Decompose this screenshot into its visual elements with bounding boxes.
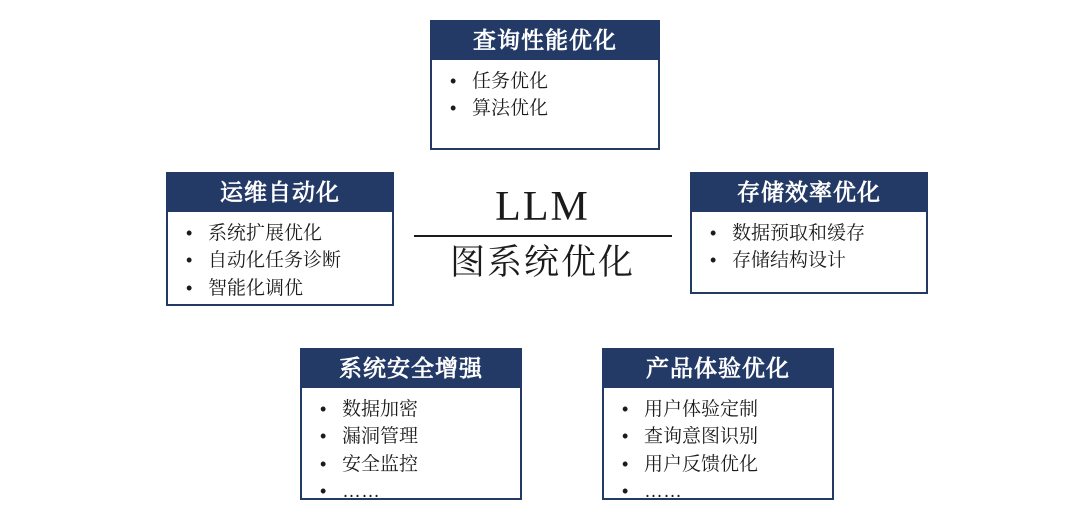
- bullet-icon: •: [186, 222, 193, 243]
- list-item: [316, 423, 510, 451]
- card-storage-efficiency-title: 存储效率优化: [692, 174, 926, 212]
- card-product-experience-title: 产品体验优化: [604, 350, 832, 388]
- bullet-icon: •: [622, 453, 629, 474]
- list-item-label: 算法优化: [472, 98, 549, 120]
- card-product-experience-list: [618, 396, 822, 506]
- center-subtitle: 图系统优化: [449, 243, 635, 283]
- list-item: [618, 451, 822, 479]
- card-ops-automation-body: [168, 212, 392, 311]
- list-item: [618, 396, 822, 424]
- list-item-label: ……: [644, 481, 682, 503]
- card-storage-efficiency[interactable]: [690, 172, 928, 294]
- card-storage-efficiency-body: [692, 212, 926, 283]
- card-ops-automation[interactable]: [166, 172, 394, 306]
- list-item: [618, 478, 822, 506]
- bullet-icon: •: [450, 70, 457, 91]
- list-item-label: 任务优化: [472, 70, 549, 92]
- list-item-label: 数据加密: [342, 398, 419, 420]
- list-item-label: 用户反馈优化: [644, 453, 759, 475]
- list-item-label: 存储结构设计: [732, 250, 847, 272]
- bullet-icon: •: [320, 481, 327, 502]
- list-item-label: 系统扩展优化: [208, 222, 323, 244]
- list-item: [706, 247, 916, 275]
- list-item-label: 智能化调优: [208, 277, 304, 299]
- bullet-icon: •: [622, 481, 629, 502]
- list-item: [316, 451, 510, 479]
- bullet-icon: •: [320, 426, 327, 447]
- bullet-icon: •: [186, 250, 193, 271]
- card-storage-efficiency-list: [706, 220, 916, 275]
- list-item: [618, 423, 822, 451]
- card-product-experience-body: [604, 388, 832, 514]
- list-item: [316, 478, 510, 506]
- bullet-icon: •: [622, 426, 629, 447]
- center-title: LLM: [495, 184, 590, 230]
- bullet-icon: •: [450, 98, 457, 119]
- list-item-label: 用户体验定制: [644, 398, 759, 420]
- card-query-performance-title: 查询性能优化: [432, 22, 658, 60]
- bullet-icon: •: [320, 453, 327, 474]
- list-item: [446, 68, 648, 96]
- card-query-performance-body: [432, 60, 658, 131]
- list-item: [182, 275, 382, 303]
- list-item: [182, 220, 382, 248]
- center-divider: [414, 235, 672, 237]
- card-ops-automation-title: 运维自动化: [168, 174, 392, 212]
- list-item: [182, 247, 382, 275]
- center-label-block: [410, 185, 675, 283]
- list-item-label: 查询意图识别: [644, 426, 759, 448]
- list-item-label: 安全监控: [342, 453, 419, 475]
- list-item-label: 漏洞管理: [342, 426, 419, 448]
- bullet-icon: •: [622, 398, 629, 419]
- list-item-label: ……: [342, 481, 380, 503]
- list-item-label: 自动化任务诊断: [208, 250, 342, 272]
- list-item: [706, 220, 916, 248]
- card-query-performance[interactable]: [430, 20, 660, 150]
- bullet-icon: •: [710, 222, 717, 243]
- list-item: [446, 95, 648, 123]
- bullet-icon: •: [320, 398, 327, 419]
- card-security-enhancement-body: [302, 388, 520, 514]
- card-security-enhancement[interactable]: [300, 348, 522, 503]
- list-item-label: 数据预取和缓存: [732, 222, 866, 244]
- bullet-icon: •: [186, 277, 193, 298]
- list-item: [316, 396, 510, 424]
- card-product-experience[interactable]: [602, 348, 834, 503]
- card-ops-automation-list: [182, 220, 382, 303]
- card-security-enhancement-title: 系统安全增强: [302, 350, 520, 388]
- bullet-icon: •: [710, 250, 717, 271]
- card-query-performance-list: [446, 68, 648, 123]
- card-security-enhancement-list: [316, 396, 510, 506]
